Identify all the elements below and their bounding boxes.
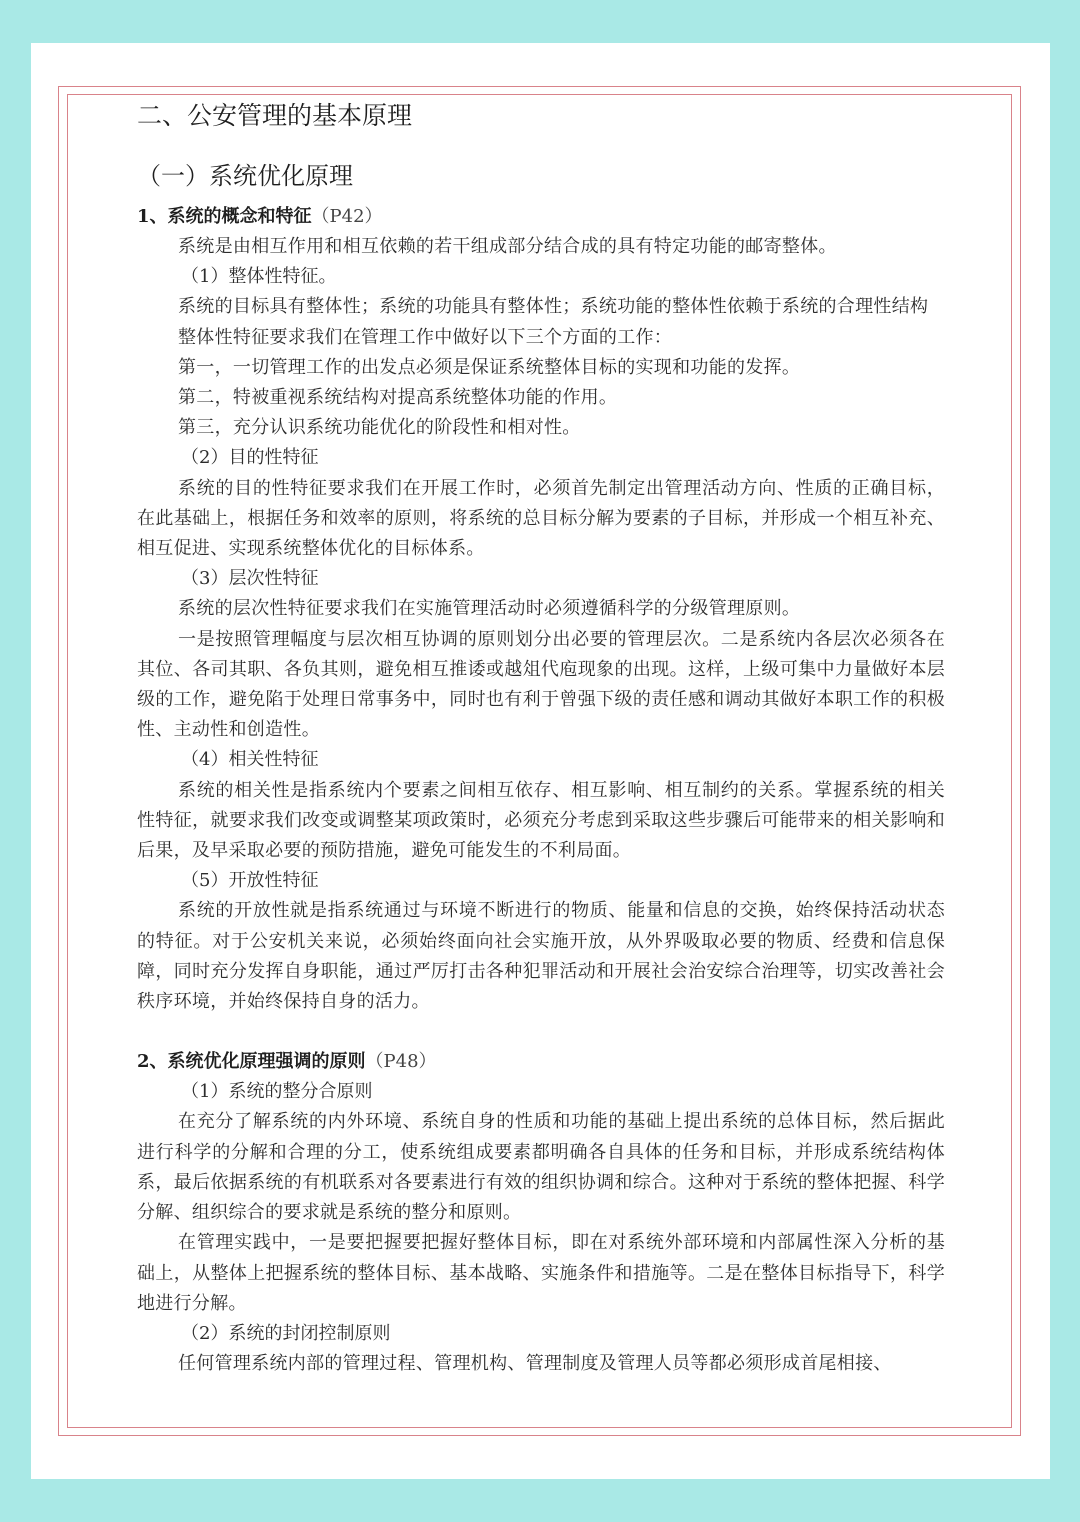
spacer [137, 1017, 945, 1047]
feature-heading: （4）相关性特征 [181, 749, 319, 771]
paragraph: 第一，一切管理工作的出发点必须是保证系统整体目标的实现和功能的发挥。 [178, 356, 801, 378]
feature-heading: （2）系统的封闭控制原则 [181, 1322, 391, 1344]
subsection-heading-1 [137, 202, 945, 232]
feature-heading: （5）开放性特征 [181, 870, 319, 892]
paragraph: 任何管理系统内部的管理过程、管理机构、管理制度及管理人员等都必须形成首尾相接、 [178, 1353, 892, 1375]
paragraph: 系统是由相互作用和相互依赖的若干组成部分结合成的具有特定功能的邮寄整体。 [178, 236, 837, 257]
paragraph: 第三，充分认识系统功能优化的阶段性和相对性。 [178, 417, 581, 439]
paragraph: 系统的层次性特征要求我们在实施管理活动时必须遵循科学的分级管理原则。 [178, 598, 801, 620]
paragraph: 系统的目的性特征要求我们在开展工作时，必须首先制定出管理活动方向、性质的正确目标，在此基础上，根据任务和效率的原则，将系统的总目标分解为要素的子目标，并形成一个相互补充、相互促进、实现系统整体优化的目标体系。 [137, 477, 945, 560]
paragraph: 在管理实践中，一是要把握要把握好整体目标，即在对系统外部环境和内部属性深入分析的基础上，从整体上把握系统的整体目标、基本战略、实施条件和措施等。二是在整体目标指导下，科学地进行分解。 [137, 1232, 945, 1314]
feature-heading: （1）系统的整分合原则 [181, 1081, 373, 1103]
document-content [137, 96, 945, 1379]
subsection-heading-2 [137, 1047, 945, 1077]
page-reference: （P48） [365, 1051, 437, 1073]
feature-heading: （1）整体性特征。 [181, 266, 337, 288]
paragraph: 系统的相关性是指系统内个要素之间相互依存、相互影响、相互制约的关系。掌握系统的相关性特征，就要求我们改变或调整某项政策时，必须充分考虑到采取这些步骤后可能带来的相关影响和后果，及早采取必要的预防措施，避免可能发生的不利局面。 [137, 779, 945, 862]
section-heading: （一）系统优化原理 [137, 162, 353, 190]
paragraph: 系统的目标具有整体性；系统的功能具有整体性；系统功能的整体性依赖于系统的合理性结构 [178, 296, 929, 318]
chapter-heading: 二、公安管理的基本原理 [137, 101, 413, 130]
feature-heading: （2）目的性特征 [181, 447, 319, 469]
paragraph: 第二，特被重视系统结构对提高系统整体功能的作用。 [178, 387, 618, 409]
subsection-body-2 [137, 1077, 945, 1379]
paragraph: 系统的开放性就是指系统通过与环境不断进行的物质、能量和信息的交换，始终保持活动状态的特征。对于公安机关来说，必须始终面向社会实施开放，从外界吸取必要的物质、经费和信息保障，同时充分发挥自身职能，通过严厉打击各种犯罪活动和开展社会治安综合治理等，切实改善社会秩序环境，并始终保持自身的活力。 [137, 900, 945, 1013]
paragraph: 整体性特征要求我们在管理工作中做好以下三个方面的工作： [178, 326, 673, 348]
paragraph: 在充分了解系统的内外环境、系统自身的性质和功能的基础上提出系统的总体目标，然后据此进行科学的分解和合理的分工，使系统组成要素都明确各自具体的任务和目标，并形成系统结构体系，最后依据系统的有机联系对各要素进行有效的组织协调和综合。这种对于系统的整体把握、科学分解、组织综合的要求就是系统的整分和原则。 [137, 1111, 945, 1224]
paragraph: 一是按照管理幅度与层次相互协调的原则划分出必要的管理层次。二是系统内各层次必须各在其位、各司其职、各负其则，避免相互推诿或越俎代庖现象的出现。这样，上级可集中力量做好本层级的工作，避免陷于处理日常事务中，同时也有利于曾强下级的责任感和调动其做好本职工作的积极性、主动性和创造性。 [137, 628, 945, 741]
page-reference: （P42） [311, 206, 383, 227]
subsection-body-1 [137, 232, 945, 1017]
feature-heading: （3）层次性特征 [181, 568, 319, 590]
subsection-title: 2、系统优化原理强调的原则 [137, 1051, 366, 1073]
subsection-title: 1、系统的概念和特征 [137, 206, 312, 227]
